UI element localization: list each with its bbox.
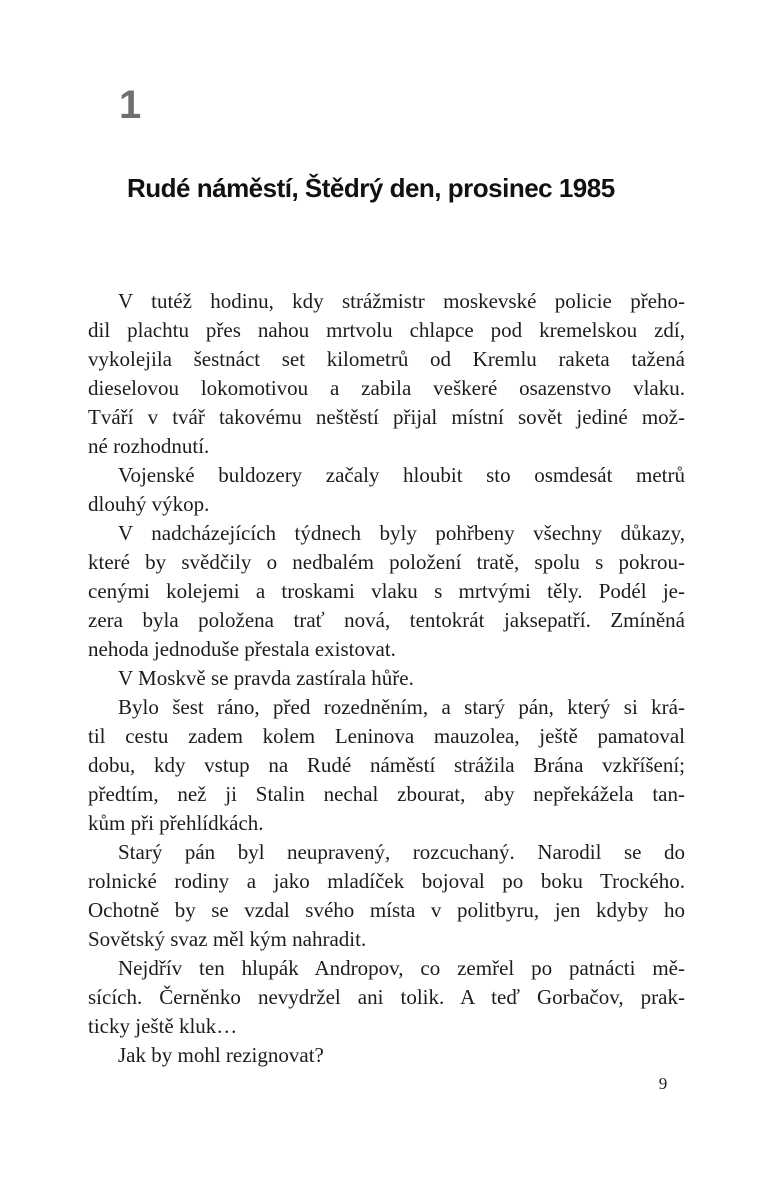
body-line: dil plachtu přes nahou mrtvolu chlapce pod kremelskou zdí, (88, 318, 685, 342)
body-line: dobu, kdy vstup na Rudé náměstí strážila Brána vzkříšení; (88, 753, 685, 777)
body-line: rolnické rodiny a jako mladíček bojoval po boku Trockého. (88, 869, 685, 893)
body-line: Vojenské buldozery začaly hloubit sto osmdesát metrů (118, 463, 685, 487)
body-line: zera byla položena trať nová, tentokrát jaksepatří. Zmíněná (88, 608, 685, 632)
body-line: kům při přehlídkách. (88, 811, 264, 835)
body-line: Jak by mohl rezignovat? (118, 1043, 324, 1067)
body-line: dieselovou lokomotivou a zabila veškeré osazenstvo vlaku. (88, 376, 685, 400)
body-line: V nadcházejících týdnech byly pohřbeny všechny důkazy, (118, 521, 685, 545)
body-line: cenými kolejemi a troskami vlaku s mrtvými těly. Podél je- (88, 579, 685, 603)
body-line: V Moskvě se pravda zastírala hůře. (118, 666, 414, 690)
body-line: Tváří v tvář takovému neštěstí přijal místní sovět jediné mož- (88, 405, 685, 429)
body-text (88, 287, 685, 1070)
chapter-number: 1 (119, 83, 142, 127)
body-line: sících. Černěnko nevydržel ani tolik. A teď Gorbačov, prak- (88, 985, 685, 1009)
body-line: Starý pán byl neupravený, rozcuchaný. Narodil se do (118, 840, 685, 864)
body-line: Nejdřív ten hlupák Andropov, co zemřel po patnácti mě- (118, 956, 685, 980)
body-line: né rozhodnutí. (88, 434, 210, 458)
body-line: které by svědčily o nedbalém položení tratě, spolu s pokrou- (88, 550, 685, 574)
body-line: vykolejila šestnáct set kilometrů od Kremlu raketa tažená (88, 347, 685, 371)
body-line: Sovětský svaz měl kým nahradit. (88, 927, 367, 951)
body-line: nehoda jednoduše přestala existovat. (88, 637, 396, 661)
body-line: Ochotně by se vzdal svého místa v politbyru, jen kdyby ho (88, 898, 685, 922)
page-number: 9 (658, 1074, 668, 1093)
body-line: ticky ještě kluk… (88, 1014, 238, 1038)
body-line: předtím, než ji Stalin nechal zbourat, aby nepřekážela tan- (88, 782, 685, 806)
body-line: dlouhý výkop. (88, 492, 210, 516)
body-line: til cestu zadem kolem Leninova mauzolea, ještě pamatoval (88, 724, 685, 748)
body-line: Bylo šest ráno, před rozedněním, a starý pán, který si krá- (118, 695, 685, 719)
body-line: V tutéž hodinu, kdy strážmistr moskevské policie přeho- (118, 289, 685, 313)
chapter-title: Rudé náměstí, Štědrý den, prosinec 1985 (127, 173, 615, 203)
